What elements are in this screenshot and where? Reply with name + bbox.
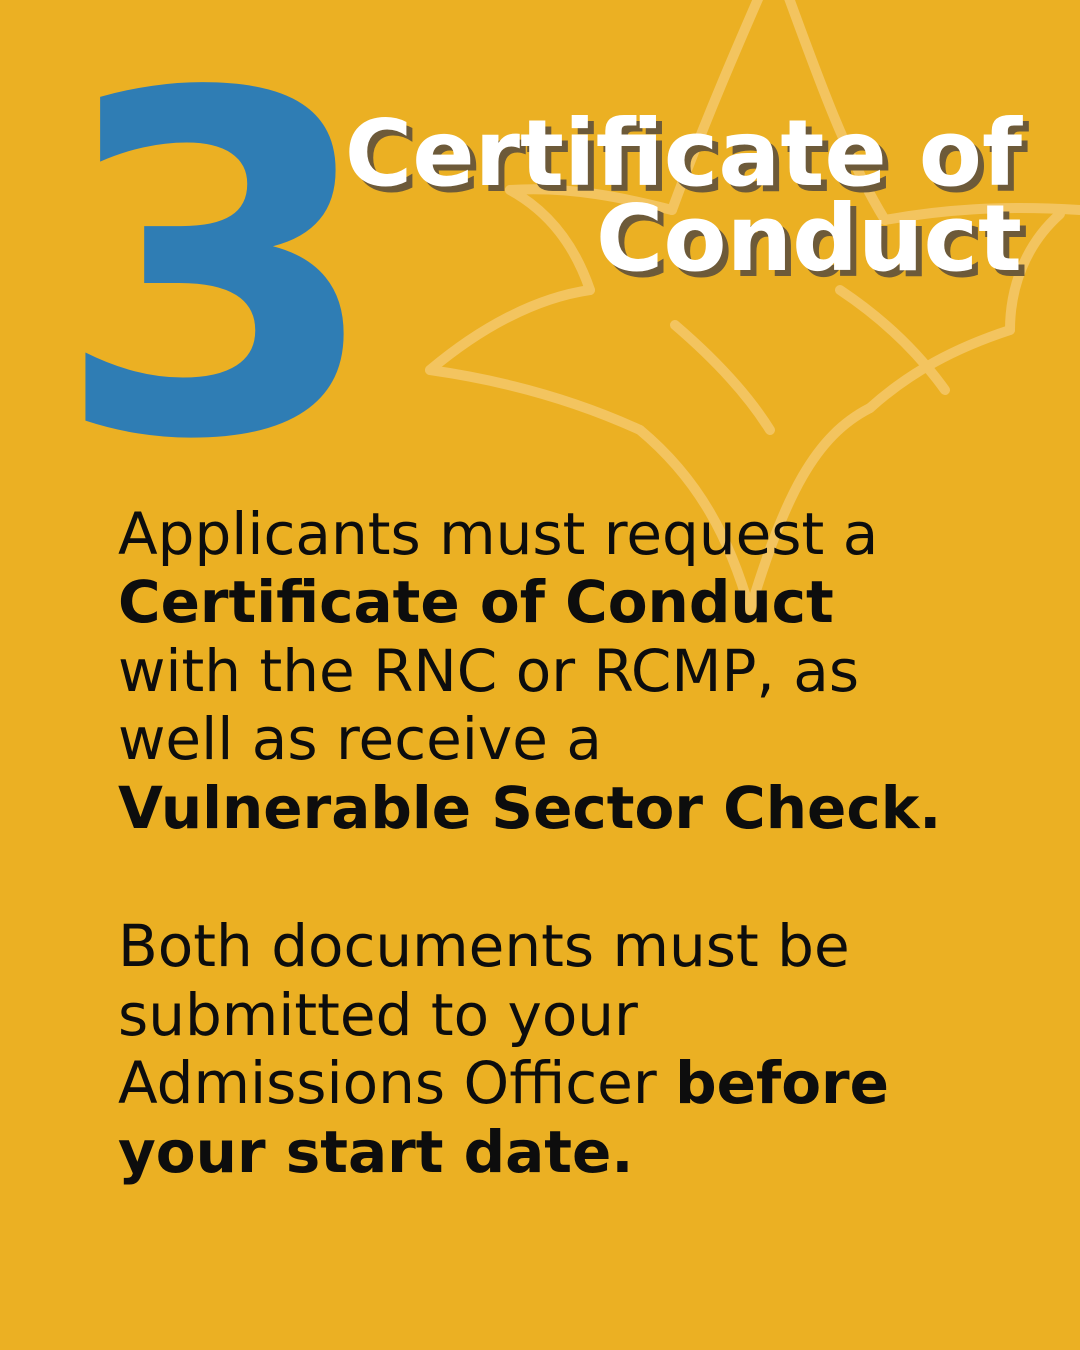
paragraph-2-line-3-normal: Admissions Officer [118, 1049, 676, 1118]
paragraph-1-line-2: Certificate of Conduct [118, 568, 834, 637]
paragraph-2 [118, 912, 998, 1186]
step-number: 3 [54, 0, 374, 542]
paragraph-1-line-3: with the RNC or RCMP, as [118, 636, 860, 705]
page-title [262, 100, 1022, 292]
paragraph-2-line-4: your start date. [118, 1117, 634, 1186]
paragraph-1-line-4: well as receive a [118, 705, 602, 774]
title-line-2: Conduct [595, 184, 1022, 292]
body-copy [118, 500, 998, 1186]
paragraph-2-line-2: submitted to your [118, 980, 638, 1049]
paragraph-2-line-3 [118, 1049, 998, 1117]
paragraph-1-line-1: Applicants must request a [118, 500, 879, 568]
paragraph-2-line-3-bold: before [675, 1049, 889, 1118]
title-line-1: Certificate of [344, 100, 1022, 207]
paragraph-2-line-1: Both documents must be [118, 912, 850, 981]
paragraph-1-line-5: Vulnerable Sector Check. [118, 773, 942, 842]
paragraph-1 [118, 500, 998, 842]
